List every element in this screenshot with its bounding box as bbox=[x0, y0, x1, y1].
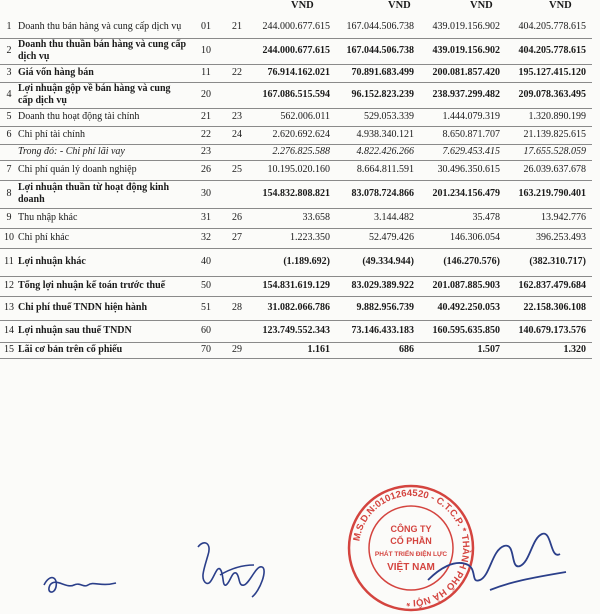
row-note bbox=[222, 144, 252, 160]
row-note: 28 bbox=[222, 296, 252, 320]
value-col4: 404.205.778.615 bbox=[506, 38, 592, 64]
row-number: 7 bbox=[0, 160, 16, 180]
row-note: 27 bbox=[222, 228, 252, 248]
currency-label-col1: VND bbox=[291, 0, 314, 11]
row-label: Chi phí tài chính bbox=[16, 126, 190, 144]
row-code: 22 bbox=[190, 126, 222, 144]
value-col1: 31.082.066.786 bbox=[252, 296, 336, 320]
value-col4: 26.039.637.678 bbox=[506, 160, 592, 180]
stamp-ring-text: M.S.D.N:0101264520 - C.T.C.P. * THÀNH PHỐ HÀ NỘI * bbox=[351, 487, 472, 609]
value-col2: 167.044.506.738 bbox=[336, 38, 420, 64]
value-col3: 201.234.156.479 bbox=[420, 180, 506, 208]
value-col3: 1.444.079.319 bbox=[420, 108, 506, 126]
value-col2: 167.044.506.738 bbox=[336, 16, 420, 38]
value-col1: 154.832.808.821 bbox=[252, 180, 336, 208]
table-row bbox=[0, 228, 592, 248]
row-note: 21 bbox=[222, 16, 252, 38]
row-label: Chi phí quản lý doanh nghiệp bbox=[16, 160, 190, 180]
value-col4: 163.219.790.401 bbox=[506, 180, 592, 208]
value-col1: 244.000.677.615 bbox=[252, 16, 336, 38]
row-number: 3 bbox=[0, 64, 16, 82]
row-number: 4 bbox=[0, 82, 16, 108]
value-col3: 35.478 bbox=[420, 208, 506, 228]
value-col1: 167.086.515.594 bbox=[252, 82, 336, 108]
row-code: 11 bbox=[190, 64, 222, 82]
value-col2: 4.938.340.121 bbox=[336, 126, 420, 144]
row-code: 51 bbox=[190, 296, 222, 320]
value-col1: 1.161 bbox=[252, 342, 336, 358]
value-col1: 76.914.162.021 bbox=[252, 64, 336, 82]
value-col1: 33.658 bbox=[252, 208, 336, 228]
value-col1: 154.831.619.129 bbox=[252, 276, 336, 296]
value-col1: 10.195.020.160 bbox=[252, 160, 336, 180]
row-code: 30 bbox=[190, 180, 222, 208]
row-label: Lợi nhuận gộp về bán hàng và cung cấp dịch vụ bbox=[16, 82, 190, 108]
table-row bbox=[0, 108, 592, 126]
value-col4: 209.078.363.495 bbox=[506, 82, 592, 108]
value-col1: 1.223.350 bbox=[252, 228, 336, 248]
row-label: Chi phí thuế TNDN hiện hành bbox=[16, 296, 190, 320]
row-label: Doanh thu bán hàng và cung cấp dịch vụ bbox=[16, 16, 190, 38]
value-col2: 3.144.482 bbox=[336, 208, 420, 228]
value-col4: 195.127.415.120 bbox=[506, 64, 592, 82]
row-label: Tổng lợi nhuận kế toán trước thuế bbox=[16, 276, 190, 296]
stamp-line-4: VIỆT NAM bbox=[387, 562, 435, 573]
stamp-line-2: CỔ PHẦN bbox=[390, 536, 432, 546]
value-col4: 1.320 bbox=[506, 342, 592, 358]
row-number: 13 bbox=[0, 296, 16, 320]
row-number: 2 bbox=[0, 38, 16, 64]
value-col3: 7.629.453.415 bbox=[420, 144, 506, 160]
value-col3: 201.087.885.903 bbox=[420, 276, 506, 296]
row-label: Giá vốn hàng bán bbox=[16, 64, 190, 82]
table-row bbox=[0, 82, 592, 108]
value-col2: 73.146.433.183 bbox=[336, 320, 420, 342]
table-row bbox=[0, 320, 592, 342]
row-note: 26 bbox=[222, 208, 252, 228]
signature-left bbox=[40, 555, 120, 600]
value-col2: 83.078.724.866 bbox=[336, 180, 420, 208]
currency-header bbox=[0, 0, 600, 16]
row-note: 23 bbox=[222, 108, 252, 126]
value-col3: 439.019.156.902 bbox=[420, 38, 506, 64]
value-col3: 439.019.156.902 bbox=[420, 16, 506, 38]
value-col3: 200.081.857.420 bbox=[420, 64, 506, 82]
row-note bbox=[222, 320, 252, 342]
row-note: 22 bbox=[222, 64, 252, 82]
table-row bbox=[0, 248, 592, 276]
row-code: 26 bbox=[190, 160, 222, 180]
row-code: 23 bbox=[190, 144, 222, 160]
currency-label-col3: VND bbox=[470, 0, 493, 11]
value-col4: 162.837.479.684 bbox=[506, 276, 592, 296]
value-col4: 1.320.890.199 bbox=[506, 108, 592, 126]
value-col3: 30.496.350.615 bbox=[420, 160, 506, 180]
value-col1: (1.189.692) bbox=[252, 248, 336, 276]
row-number: 10 bbox=[0, 228, 16, 248]
value-col1: 2.276.825.588 bbox=[252, 144, 336, 160]
table-row bbox=[0, 160, 592, 180]
value-col2: 8.664.811.591 bbox=[336, 160, 420, 180]
table-row bbox=[0, 16, 592, 38]
table-row bbox=[0, 296, 592, 320]
row-label: Trong đó: - Chi phí lãi vay bbox=[16, 144, 190, 160]
row-number: 14 bbox=[0, 320, 16, 342]
income-statement-table bbox=[0, 16, 592, 359]
row-code: 40 bbox=[190, 248, 222, 276]
row-label: Doanh thu thuần bán hàng và cung cấp dịch vụ bbox=[16, 38, 190, 64]
value-col3: 1.507 bbox=[420, 342, 506, 358]
row-note bbox=[222, 276, 252, 296]
value-col1: 2.620.692.624 bbox=[252, 126, 336, 144]
row-label: Lãi cơ bản trên cổ phiếu bbox=[16, 342, 190, 358]
table-row bbox=[0, 64, 592, 82]
row-note bbox=[222, 82, 252, 108]
row-note bbox=[222, 248, 252, 276]
row-number bbox=[0, 144, 16, 160]
value-col3: 8.650.871.707 bbox=[420, 126, 506, 144]
row-note: 25 bbox=[222, 160, 252, 180]
row-label: Lợi nhuận thuần từ hoạt động kinh doanh bbox=[16, 180, 190, 208]
value-col4: 17.655.528.059 bbox=[506, 144, 592, 160]
value-col2: 70.891.683.499 bbox=[336, 64, 420, 82]
row-code: 10 bbox=[190, 38, 222, 64]
row-number: 8 bbox=[0, 180, 16, 208]
value-col2: 686 bbox=[336, 342, 420, 358]
value-col2: 9.882.956.739 bbox=[336, 296, 420, 320]
row-code: 31 bbox=[190, 208, 222, 228]
table-row bbox=[0, 180, 592, 208]
row-number: 15 bbox=[0, 342, 16, 358]
value-col3: 160.595.635.850 bbox=[420, 320, 506, 342]
value-col2: 52.479.426 bbox=[336, 228, 420, 248]
stamp-line-3: PHÁT TRIỂN ĐIỆN LỰC bbox=[374, 551, 448, 558]
row-label: Doanh thu hoạt động tài chính bbox=[16, 108, 190, 126]
value-col3: 146.306.054 bbox=[420, 228, 506, 248]
row-code: 70 bbox=[190, 342, 222, 358]
table-row bbox=[0, 126, 592, 144]
signature-middle bbox=[190, 535, 280, 600]
row-label: Lợi nhuận khác bbox=[16, 248, 190, 276]
row-label: Chi phí khác bbox=[16, 228, 190, 248]
row-note bbox=[222, 180, 252, 208]
value-col4: 140.679.173.576 bbox=[506, 320, 592, 342]
row-label: Lợi nhuận sau thuế TNDN bbox=[16, 320, 190, 342]
row-code: 20 bbox=[190, 82, 222, 108]
row-number: 9 bbox=[0, 208, 16, 228]
value-col3: (146.270.576) bbox=[420, 248, 506, 276]
signature-right bbox=[420, 520, 570, 600]
value-col2: 83.029.389.922 bbox=[336, 276, 420, 296]
value-col1: 123.749.552.343 bbox=[252, 320, 336, 342]
value-col4: 404.205.778.615 bbox=[506, 16, 592, 38]
value-col4: 22.158.306.108 bbox=[506, 296, 592, 320]
value-col3: 238.937.299.482 bbox=[420, 82, 506, 108]
value-col4: 21.139.825.615 bbox=[506, 126, 592, 144]
row-number: 1 bbox=[0, 16, 16, 38]
stamp-line-1: CÔNG TY bbox=[390, 524, 432, 534]
row-code: 50 bbox=[190, 276, 222, 296]
row-note: 24 bbox=[222, 126, 252, 144]
table-row bbox=[0, 342, 592, 358]
value-col4: (382.310.717) bbox=[506, 248, 592, 276]
row-number: 12 bbox=[0, 276, 16, 296]
value-col2: 529.053.339 bbox=[336, 108, 420, 126]
row-code: 01 bbox=[190, 16, 222, 38]
value-col2: (49.334.944) bbox=[336, 248, 420, 276]
value-col4: 13.942.776 bbox=[506, 208, 592, 228]
value-col3: 40.492.250.053 bbox=[420, 296, 506, 320]
value-col2: 96.152.823.239 bbox=[336, 82, 420, 108]
row-code: 32 bbox=[190, 228, 222, 248]
table-row bbox=[0, 208, 592, 228]
value-col2: 4.822.426.266 bbox=[336, 144, 420, 160]
row-code: 21 bbox=[190, 108, 222, 126]
currency-label-col2: VND bbox=[388, 0, 411, 11]
table-row bbox=[0, 144, 592, 160]
row-number: 5 bbox=[0, 108, 16, 126]
row-label: Thu nhập khác bbox=[16, 208, 190, 228]
table-row bbox=[0, 276, 592, 296]
row-number: 6 bbox=[0, 126, 16, 144]
row-number: 11 bbox=[0, 248, 16, 276]
value-col4: 396.253.493 bbox=[506, 228, 592, 248]
table-row bbox=[0, 38, 592, 64]
currency-label-col4: VND bbox=[549, 0, 572, 11]
row-note: 29 bbox=[222, 342, 252, 358]
row-note bbox=[222, 38, 252, 64]
row-code: 60 bbox=[190, 320, 222, 342]
value-col1: 562.006.011 bbox=[252, 108, 336, 126]
value-col1: 244.000.677.615 bbox=[252, 38, 336, 64]
